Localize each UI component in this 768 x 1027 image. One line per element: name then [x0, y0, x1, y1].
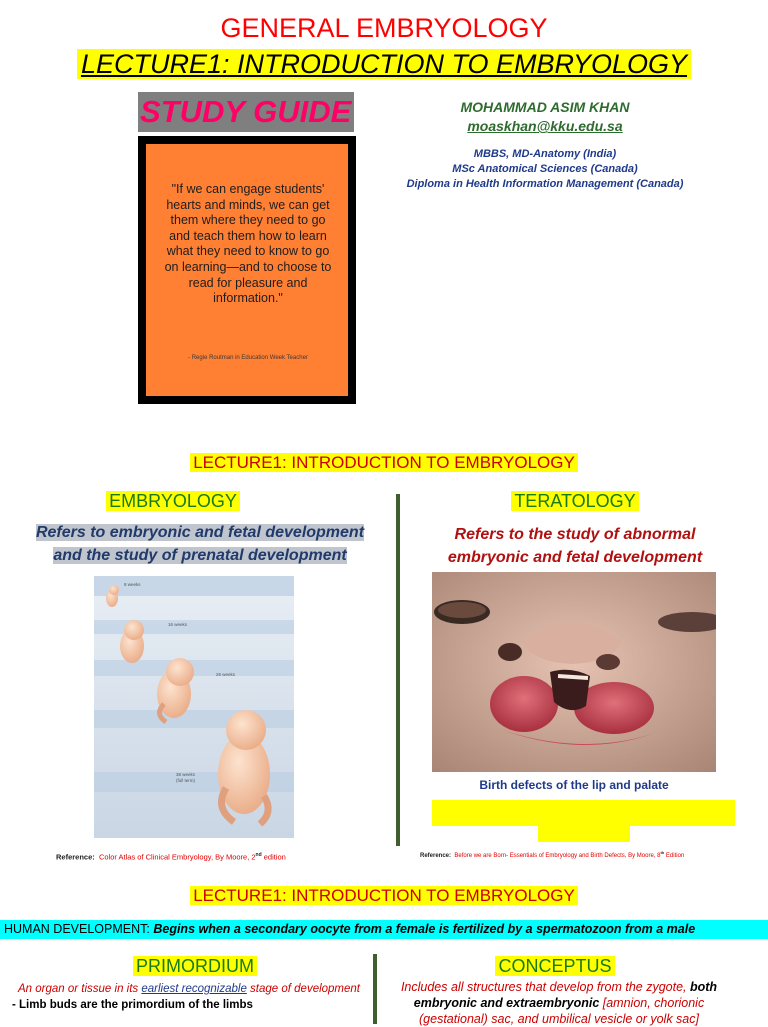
photo-caption: Birth defects of the lip and palate [479, 778, 669, 792]
author-email[interactable]: moaskhan@kku.edu.sa [467, 118, 623, 134]
credential-item: MSc Anatomical Sciences (Canada) [452, 163, 638, 175]
reference-label: Reference: [56, 852, 95, 862]
primordium-def-post: stage of development [246, 983, 361, 995]
fetus-label-8-weeks: 8 weeks [124, 582, 141, 587]
fetal-development-illustration [94, 576, 294, 838]
conceptus-def-line3: (gestational) sac, and umbilical vesicle or yolk sac] [419, 1012, 699, 1026]
fetus-label-16-weeks: 16 weeks [168, 622, 188, 627]
section2-title-text: LECTURE1: INTRODUCTION TO EMBRYOLOGY [190, 886, 578, 905]
author-block [380, 98, 710, 136]
fetus-label-38-weeks: 38 weeks [176, 772, 196, 777]
credential-item: MBBS, MD-Anatomy (India) [473, 148, 617, 160]
quote-card [138, 136, 356, 404]
quote-card-inner [146, 144, 348, 396]
quote-text: "If we can engage students' hearts and minds, we can get them where they need to go and teach them how to learn what they need to know to go on learning—and to choose to read for pleasure and information." [164, 182, 332, 306]
primordium-def-pre: An organ or tissue in its [17, 983, 142, 995]
embryology-def-line1: Refers to embryonic and fetal development [35, 524, 365, 541]
primordium-bullet: - Limb buds are the primordium of the limbs [12, 999, 253, 1011]
conceptus-heading [420, 956, 690, 977]
human-development-label: HUMAN DEVELOPMENT: [4, 922, 150, 936]
reference-label: Reference: [420, 853, 452, 859]
primordium-heading-text: PRIMORDIUM [133, 956, 257, 976]
conceptus-heading-text: CONCEPTUS [495, 956, 614, 976]
reference-tail: Edition [664, 853, 685, 859]
section1-title [0, 452, 768, 474]
quote-attribution: - Regie Routman in Education Week Teacher [188, 355, 308, 361]
conceptus-def-line2-bold: embryonic and extraembryonic [413, 996, 600, 1010]
embryology-heading [28, 491, 318, 512]
study-guide-label-text: STUDY GUIDE [140, 94, 352, 129]
embryology-def-line2: and the study of prenatal development [53, 547, 347, 564]
human-development-text: Begins when a secondary oocyte from a female is fertilized by a spermatozoon from a male [153, 922, 696, 936]
primordium-definition [8, 982, 370, 996]
primordium-heading [60, 956, 330, 977]
conceptus-def-line1: Includes all structures that develop from the zygote, [400, 980, 690, 994]
teratology-heading-text: TERATOLOGY [511, 491, 638, 511]
conceptus-definition [384, 979, 734, 1027]
teratology-def-line2: embryonic and fetal development [447, 549, 703, 566]
highlight-bar-small [538, 826, 630, 842]
embryology-definition [28, 521, 372, 567]
lecture-title-text: LECTURE1: INTRODUCTION TO EMBRYOLOGY [77, 49, 691, 79]
reference-tail: edition [261, 852, 286, 862]
lecture-title [0, 48, 768, 80]
fetal-development-figure [94, 576, 294, 838]
fetus-label-26-weeks: 26 weeks [216, 672, 236, 677]
human-development-banner [0, 920, 768, 939]
teratology-heading [430, 491, 720, 512]
teratology-definition [410, 523, 740, 569]
embryology-heading-text: EMBRYOLOGY [106, 491, 240, 511]
reference-text: Before we are Born- Essentials of Embryology and Birth Defects, By Moore, 8 [454, 853, 661, 859]
document-title: GENERAL EMBRYOLOGY [220, 13, 548, 43]
highlight-bar [432, 800, 735, 826]
teratology-reference [420, 848, 684, 861]
credential-item: Diploma in Health Information Management (Canada) [406, 178, 684, 190]
conceptus-def-line2: [amnion, chorionic [599, 996, 705, 1010]
conceptus-def-line1-bold: both [689, 980, 718, 994]
study-guide-label [138, 92, 354, 132]
reference-superscript: th [660, 850, 665, 855]
embryology-reference [56, 850, 286, 863]
teratology-def-line1: Refers to the study of abnormal [454, 526, 696, 543]
reference-text: Color Atlas of Clinical Embryology, By Moore, 2 [98, 852, 256, 862]
fetus-label-full-term: (full term) [176, 778, 195, 783]
author-name: MOHAMMAD ASIM KHAN [460, 99, 630, 115]
section1-title-text: LECTURE1: INTRODUCTION TO EMBRYOLOGY [190, 453, 578, 472]
section2-title [0, 885, 768, 907]
column-divider [396, 494, 400, 846]
author-credentials [380, 147, 710, 192]
cleft-lip-illustration [432, 572, 716, 772]
cleft-lip-photo [432, 572, 716, 772]
reference-superscript: nd [255, 852, 262, 858]
primordium-def-underlined: earliest recognizable [141, 983, 247, 995]
column-divider-2 [373, 954, 377, 1024]
